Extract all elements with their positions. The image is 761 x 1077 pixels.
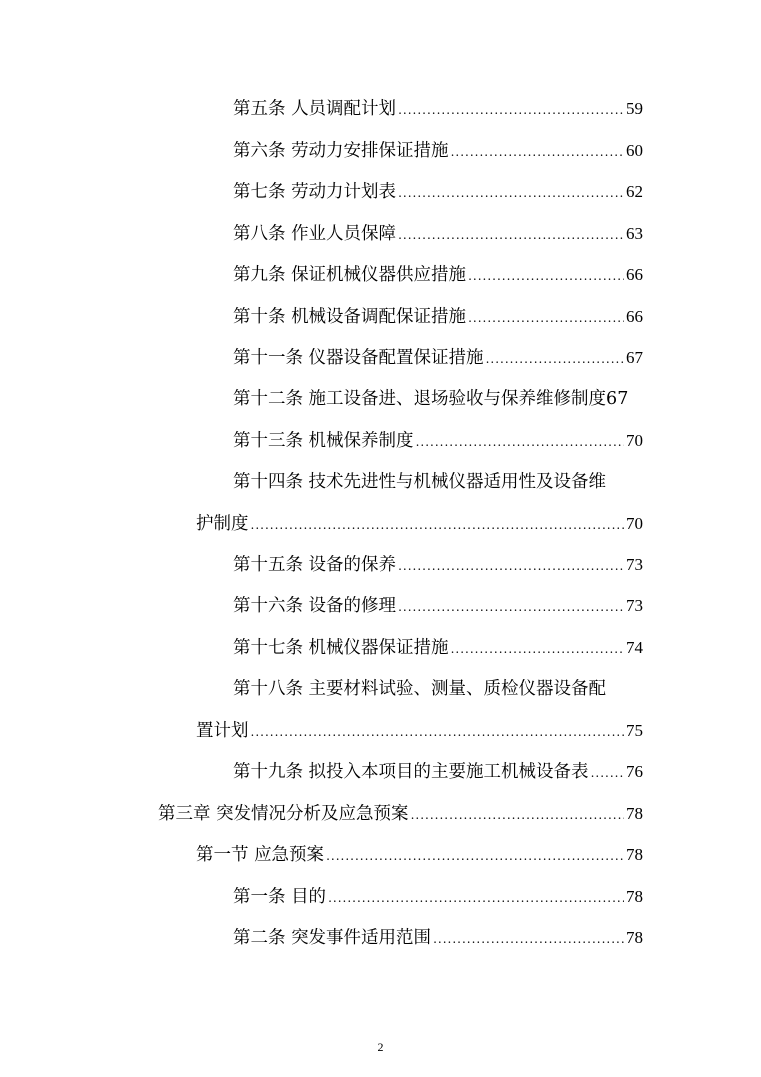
dot-leader [486, 347, 624, 371]
toc-entry[interactable] [233, 263, 643, 288]
toc-entry-label: 第六条 劳动力安排保证措施 [233, 141, 449, 161]
dot-leader [398, 223, 624, 247]
toc-entry[interactable] [233, 180, 643, 205]
toc-entry-label: 第九条 保证机械仪器供应措施 [233, 265, 467, 285]
toc-entry-label: 置计划 [196, 721, 249, 741]
dot-leader [251, 720, 625, 744]
toc-entry-line1[interactable] [233, 677, 606, 701]
dot-leader [416, 430, 624, 454]
toc-entry[interactable] [233, 636, 643, 661]
toc-entry-page: 66 [626, 307, 643, 326]
toc-entry[interactable] [233, 760, 643, 785]
toc-entry-label: 第十三条 机械保养制度 [233, 431, 414, 451]
toc-entry[interactable] [233, 594, 643, 619]
toc-entry-label: 第十条 机械设备调配保证措施 [233, 307, 467, 327]
toc-entry-line2[interactable] [196, 719, 643, 744]
toc-entry-page: 74 [626, 638, 643, 657]
toc-entry[interactable] [233, 305, 643, 330]
toc-entry-label: 第七条 劳动力计划表 [233, 182, 397, 202]
toc-entry-label: 第三章 突发情况分析及应急预案 [158, 804, 409, 824]
page-number: 2 [377, 1040, 384, 1054]
toc-entry-page: 60 [626, 141, 643, 160]
toc-entry-label: 第十一条 仪器设备配置保证措施 [233, 348, 484, 368]
toc-entry[interactable] [233, 387, 628, 411]
toc-entry-page: 59 [626, 99, 643, 118]
toc-entry-label: 第十七条 机械仪器保证措施 [233, 638, 449, 658]
dot-leader [328, 886, 624, 910]
toc-entry-page: 70 [626, 514, 643, 533]
toc-entry[interactable] [233, 346, 643, 371]
toc-entry[interactable] [233, 885, 643, 910]
dot-leader [398, 554, 624, 578]
toc-chapter-entry[interactable] [158, 802, 643, 827]
toc-entry[interactable] [233, 926, 643, 951]
dot-leader [326, 844, 624, 868]
dot-leader [398, 98, 624, 122]
toc-entry-label: 第十八条 主要材料试验、测量、质检仪器设备配 [233, 679, 607, 699]
toc-entry[interactable] [233, 222, 643, 247]
toc-entry-page: 76 [626, 762, 643, 781]
toc-entry-line2[interactable] [196, 512, 643, 537]
dot-leader [411, 803, 624, 827]
toc-entry-page: 63 [626, 224, 643, 243]
toc-entry-page: 70 [626, 431, 643, 450]
toc-section-entry[interactable] [196, 843, 643, 868]
toc-entry[interactable] [233, 553, 643, 578]
toc-entry-page: 73 [626, 555, 643, 574]
toc-entry-label: 第八条 作业人员保障 [233, 224, 397, 244]
toc-entry-label: 第二条 突发事件适用范围 [233, 928, 432, 948]
dot-leader [468, 264, 624, 288]
toc-entry-page: 75 [626, 721, 643, 740]
dot-leader [451, 637, 624, 661]
toc-entry-label: 第十九条 拟投入本项目的主要施工机械设备表 [233, 762, 589, 782]
dot-leader [591, 761, 624, 785]
toc-entry-page: 78 [626, 887, 643, 906]
dot-leader [398, 181, 624, 205]
toc-entry-label: 第五条 人员调配计划 [233, 99, 397, 119]
toc-entry-line1[interactable] [233, 470, 606, 494]
toc-entry[interactable] [233, 429, 643, 454]
toc-entry-label: 第十四条 技术先进性与机械仪器适用性及设备维 [233, 472, 607, 492]
toc-entry-page: 78 [626, 845, 643, 864]
toc-entry-page: 73 [626, 596, 643, 615]
dot-leader [468, 306, 624, 330]
toc-entry[interactable] [233, 139, 643, 164]
toc-entry-page: 67 [626, 348, 643, 367]
toc-entry-label: 护制度 [196, 514, 249, 534]
toc-entry-page: 78 [626, 928, 643, 947]
toc-entry-page: 62 [626, 182, 643, 201]
toc-entry-page: 78 [626, 804, 643, 823]
dot-leader [251, 513, 625, 537]
dot-leader [451, 140, 624, 164]
toc-entry-label: 第一条 目的 [233, 887, 327, 907]
toc-entry-page: 66 [626, 265, 643, 284]
toc-entry-label: 第十五条 设备的保养 [233, 555, 397, 575]
dot-leader [433, 927, 624, 951]
toc-entry[interactable] [233, 97, 643, 122]
toc-entry-label: 第一节 应急预案 [196, 845, 325, 865]
toc-entry-label: 第十二条 施工设备进、退场验收与保养维修制度67 [233, 389, 629, 409]
dot-leader [398, 595, 624, 619]
toc-entry-label: 第十六条 设备的修理 [233, 596, 397, 616]
